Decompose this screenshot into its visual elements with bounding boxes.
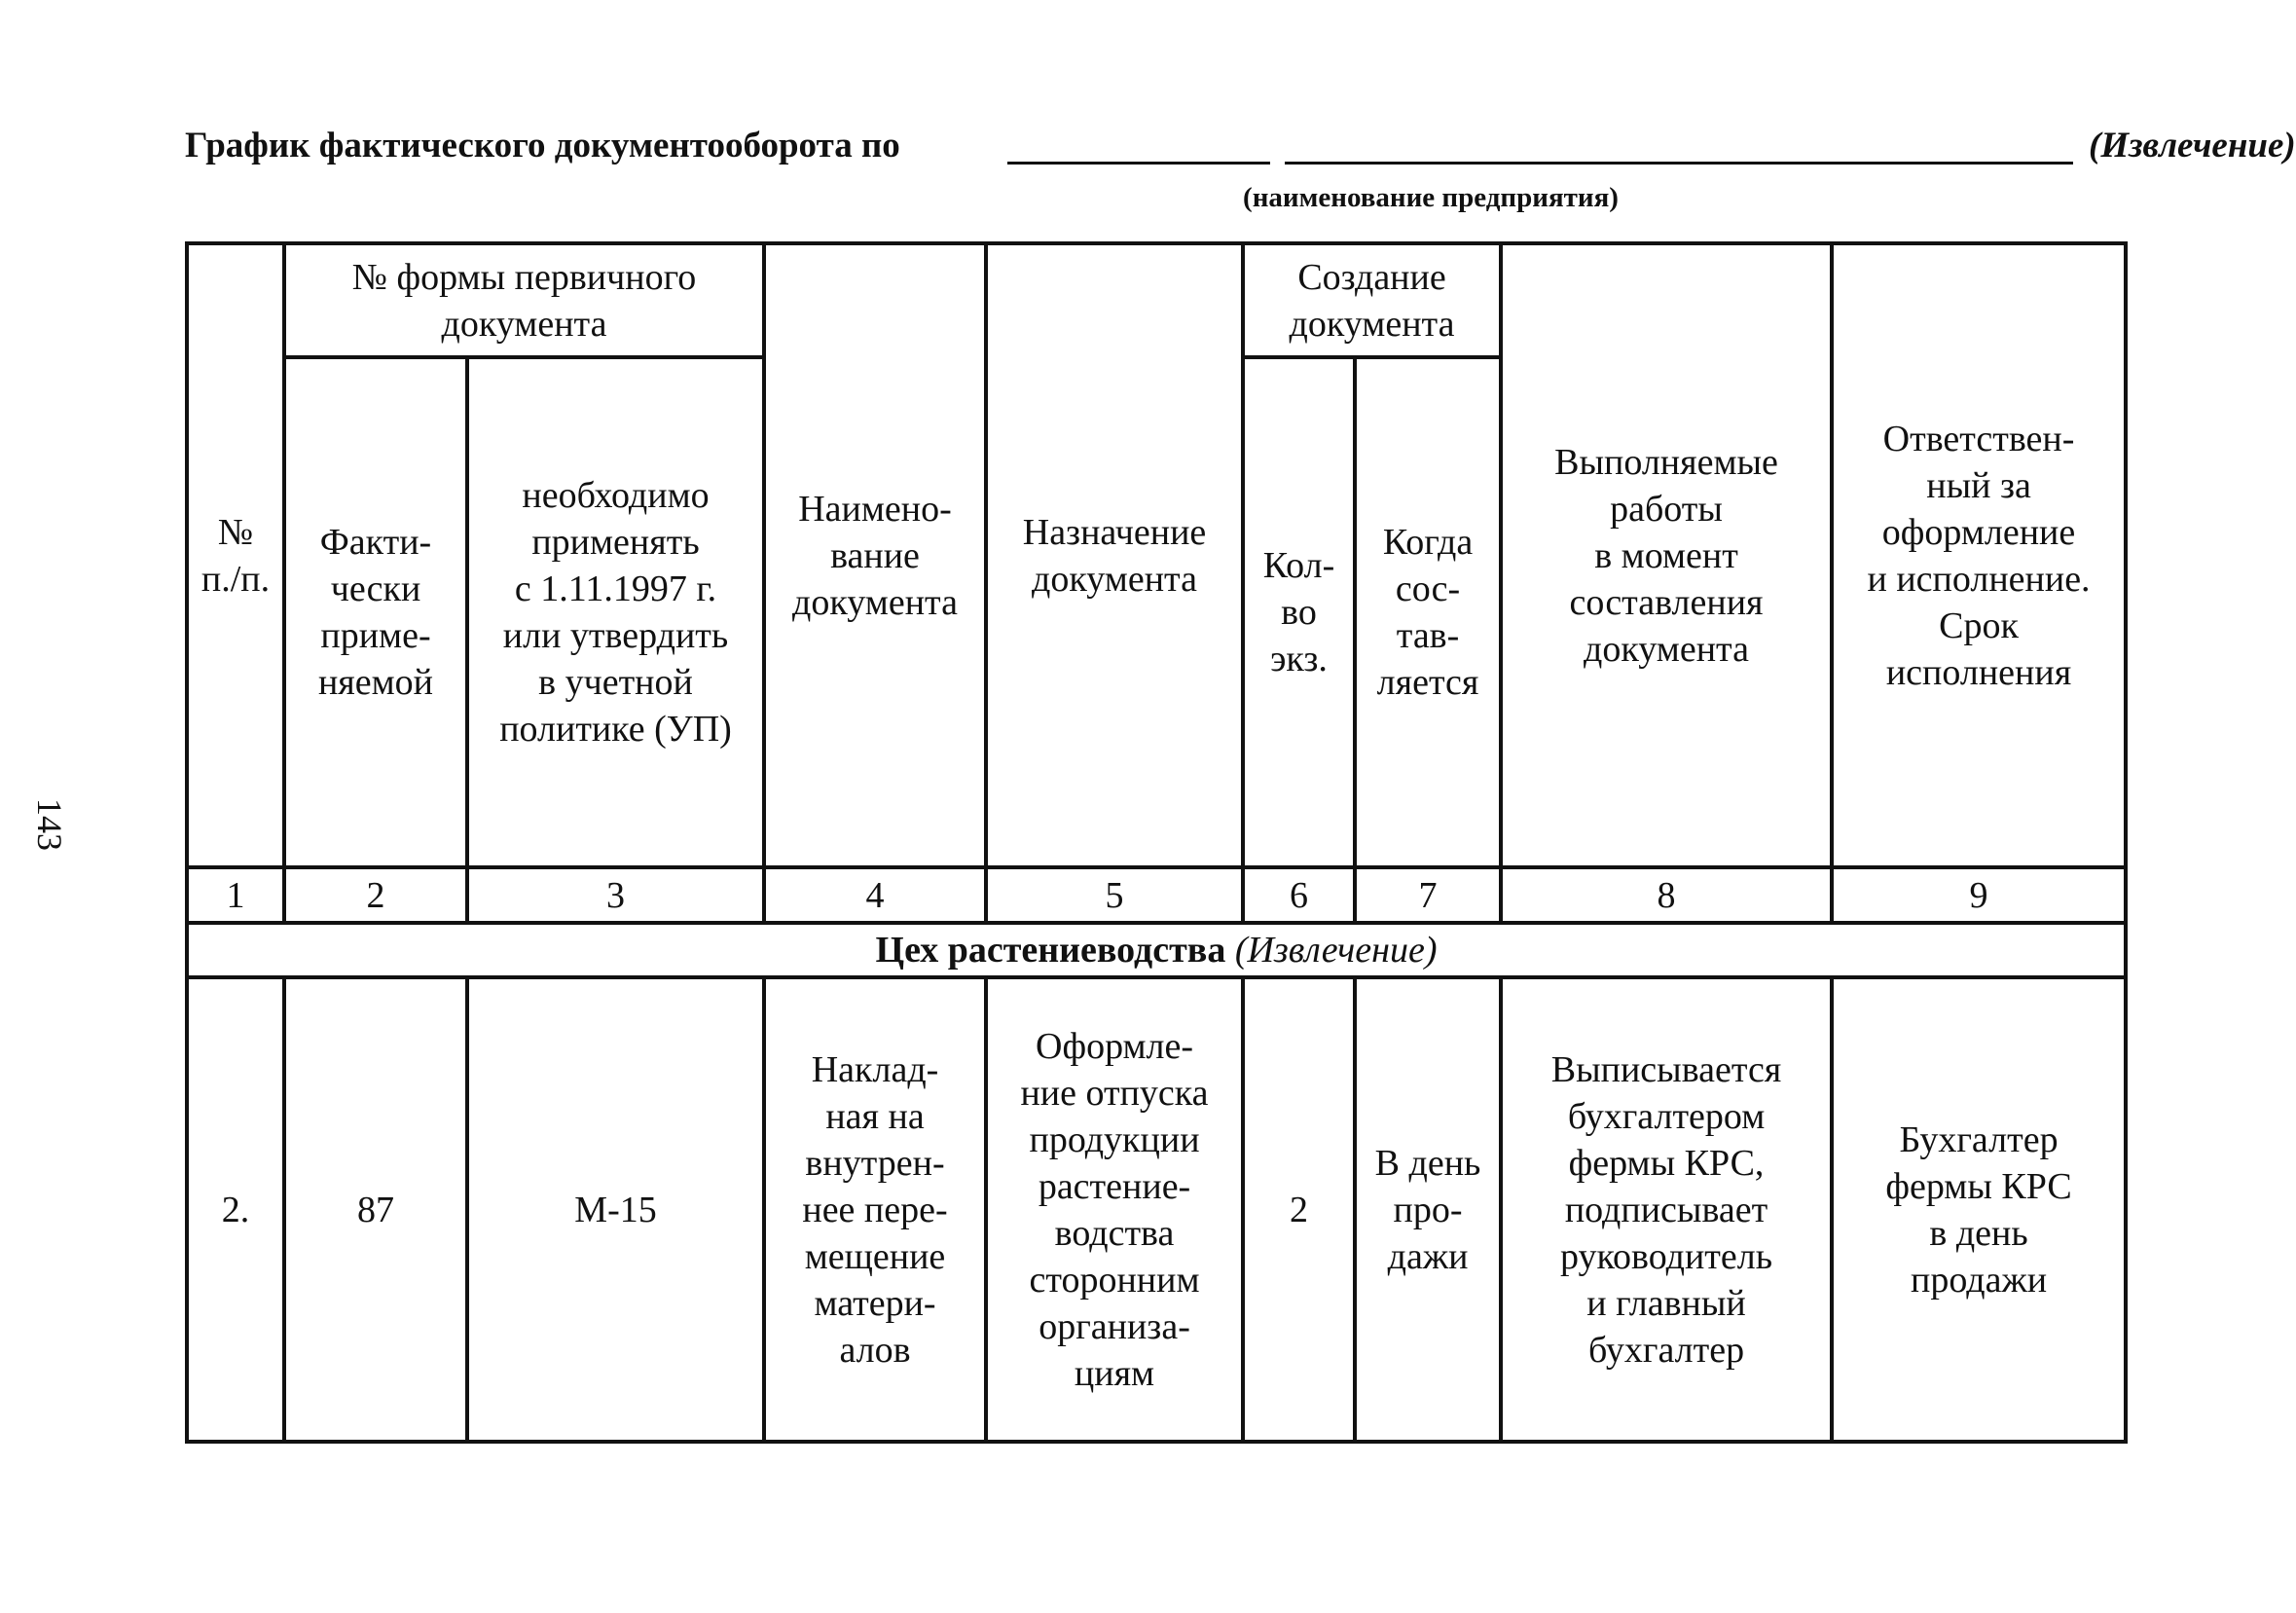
section-title: [187, 923, 2126, 977]
text-line: руководитель: [1560, 1235, 1773, 1277]
text-line: применять: [531, 522, 700, 563]
cell-form-required: М-15: [467, 977, 764, 1442]
header-creation-group: Создание документа: [1243, 243, 1501, 357]
section-name: Цех растениеводства: [875, 930, 1226, 971]
text-line: сос-: [1395, 568, 1461, 609]
text-line: Факти-: [319, 522, 432, 563]
text-line: про-: [1393, 1189, 1463, 1230]
table-row: [187, 977, 2126, 1442]
column-number: 1: [187, 867, 284, 923]
text-line: Кол-: [1262, 545, 1335, 586]
text-line: организа-: [1039, 1305, 1190, 1347]
text-line: Наимено-: [798, 488, 952, 530]
column-number: 5: [986, 867, 1243, 923]
document-title-row: [185, 119, 2296, 173]
enterprise-name-blank-2: [1285, 162, 2073, 165]
column-number: 6: [1243, 867, 1355, 923]
text-line: политике (УП): [499, 709, 732, 750]
header-row-number: [187, 243, 284, 867]
text-line: Ответствен-: [1882, 418, 2075, 459]
multiline: [1840, 1117, 2118, 1303]
multiline: [772, 486, 978, 626]
page-number: 143: [30, 798, 69, 851]
text-line: циям: [1074, 1352, 1155, 1394]
enterprise-name-blank-1: [1007, 162, 1270, 165]
text-line: водства: [1054, 1212, 1175, 1254]
text-line: продукции: [1029, 1118, 1200, 1160]
header-doc-purpose: [986, 243, 1243, 867]
text-line: Когда: [1382, 522, 1474, 563]
column-number: 4: [764, 867, 986, 923]
section-row: [187, 923, 2126, 977]
text-line: няемой: [317, 662, 434, 703]
text-line: п./п.: [200, 558, 271, 600]
text-line: продажи: [1911, 1259, 2048, 1301]
cell-copies: 2: [1243, 977, 1355, 1442]
text-line: подписывает: [1564, 1189, 1768, 1230]
header-copies: [1243, 357, 1355, 867]
header-work: [1501, 243, 1832, 867]
multiline: [292, 519, 459, 706]
text-line: ный за: [1926, 464, 2031, 506]
text-line: необходимо: [522, 475, 710, 516]
text-line: экз.: [1270, 639, 1328, 679]
text-line: вание: [830, 534, 920, 576]
text-line: Выписывается: [1550, 1048, 1782, 1090]
text-line: бухгалтер: [1587, 1329, 1745, 1371]
text-line: составления: [1569, 581, 1764, 623]
text-line: ние отпуска: [1020, 1072, 1209, 1114]
text-line: фермы КРС,: [1568, 1142, 1765, 1184]
text-line: сторонним: [1029, 1259, 1200, 1301]
text-line: оформление: [1881, 511, 2076, 553]
header-form-required: [467, 357, 764, 867]
text-line: с 1.11.1997 г.: [514, 568, 717, 609]
text-line: Оформле-: [1036, 1025, 1194, 1067]
column-number: 2: [284, 867, 467, 923]
header-row-1: [187, 243, 2126, 357]
text-line: Выполняемые: [1554, 441, 1778, 483]
text-line: В день: [1374, 1142, 1481, 1184]
multiline: [195, 509, 276, 603]
multiline: [475, 472, 756, 752]
text-line: и исполнение.: [1867, 558, 2091, 600]
text-line: исполнения: [1885, 651, 2072, 693]
text-line: документа: [1032, 558, 1197, 600]
column-number: 9: [1832, 867, 2126, 923]
cell-responsible: [1832, 977, 2126, 1442]
multiline: [1251, 542, 1347, 682]
cell-form-actual: 87: [284, 977, 467, 1442]
cell-doc-purpose: [986, 977, 1243, 1442]
cell-doc-name: [764, 977, 986, 1442]
column-number: 3: [467, 867, 764, 923]
text-line: в день: [1929, 1212, 2028, 1254]
text-line: фермы КРС: [1885, 1165, 2072, 1207]
enterprise-caption: (наименование предприятия): [1243, 182, 1619, 213]
multiline: [1363, 1140, 1493, 1280]
extract-label: (Извлечение): [2089, 126, 2296, 165]
text-line: №: [217, 511, 254, 553]
document-title: График фактического документооборота по: [185, 126, 900, 165]
column-numbers-row: [187, 867, 2126, 923]
text-line: Бухгалтер: [1899, 1118, 2059, 1160]
text-line: приме-: [320, 615, 431, 656]
text-line: нее пере-: [802, 1189, 948, 1230]
section-extract-label: (Извлечение): [1234, 930, 1438, 971]
text-line: во: [1281, 592, 1317, 633]
column-number: 7: [1355, 867, 1501, 923]
document-flow-table: [185, 241, 2128, 1444]
text-line: тав-: [1396, 615, 1460, 656]
multiline: [772, 1046, 978, 1374]
text-line: работы: [1610, 488, 1723, 530]
multiline: [1509, 439, 1824, 673]
text-line: ная на: [825, 1095, 925, 1137]
text-line: матери-: [814, 1282, 936, 1324]
column-number: 8: [1501, 867, 1832, 923]
text-line: Назначение: [1022, 511, 1207, 553]
multiline: [1840, 416, 2118, 696]
header-form-actual: [284, 357, 467, 867]
header-responsible: [1832, 243, 2126, 867]
header-when: [1355, 357, 1501, 867]
text-line: алов: [839, 1329, 911, 1371]
text-line: в учетной: [538, 662, 693, 703]
text-line: и главный: [1586, 1282, 1746, 1324]
text-line: растение-: [1038, 1165, 1191, 1207]
text-line: в момент: [1594, 534, 1738, 576]
cell-row-number: 2.: [187, 977, 284, 1442]
header-doc-name: [764, 243, 986, 867]
cell-when: [1355, 977, 1501, 1442]
text-line: или утвердить: [502, 615, 729, 656]
text-line: Срок: [1939, 605, 2019, 646]
text-line: ляется: [1376, 662, 1479, 703]
multiline: [1509, 1046, 1824, 1374]
cell-work: [1501, 977, 1832, 1442]
text-line: мещение: [804, 1235, 946, 1277]
header-form-group: № формы первичного документа: [284, 243, 764, 357]
text-line: документа: [792, 581, 958, 623]
text-line: бухгалтером: [1567, 1095, 1766, 1137]
text-line: дажи: [1387, 1235, 1469, 1277]
multiline: [994, 509, 1235, 603]
text-line: внутрен-: [805, 1142, 945, 1184]
multiline: [1363, 519, 1493, 706]
text-line: Наклад-: [811, 1048, 939, 1090]
multiline: [994, 1023, 1235, 1397]
text-line: чески: [330, 568, 421, 609]
text-line: документа: [1584, 628, 1749, 670]
